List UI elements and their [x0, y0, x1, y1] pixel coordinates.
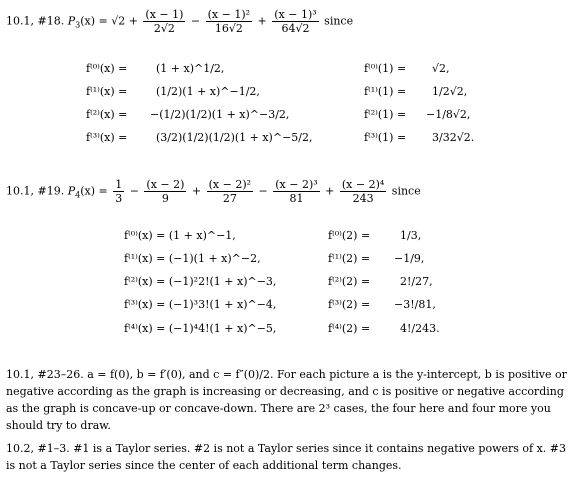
problem-19-label: 10.1, #19. — [6, 184, 65, 198]
problem-23-26-paragraph: 10.1, #23–26. a = f(0), b = f′(0), and c = f″(0)/2. For each picture a is the y-intercept, b is positive or negative according as the graph is increasing or decreasing, and c is positive or negative according as the graph is concave-up or concave-down. There are 2³ cases, the four here and four more you should try to draw. — [6, 368, 567, 432]
d18-rhs-3: (3/2)(1/2)(1/2)(1 + x)^−5/2, — [156, 131, 313, 144]
poly-arg: (x) = — [80, 184, 112, 198]
problem-19-header — [6, 178, 421, 205]
op-1: + — [191, 184, 202, 198]
term-1: $\frac{(x - 1)}{2√2}$ — [145, 8, 184, 35]
d19-rlhs-1: f⁽¹⁾(2) = — [328, 252, 371, 265]
since-word: since — [324, 14, 354, 28]
d19-rrhs-2: 2!/27, — [400, 275, 433, 288]
term-3: $\frac{\text{(x − 2)³}}{81}$ — [275, 178, 318, 205]
term-3: $\frac{\text{(x − 1)³}}{64√2}$ — [274, 8, 317, 35]
op-2: + — [257, 14, 267, 28]
term-2: $\frac{\text{(x − 2)²}}{27}$ — [208, 178, 252, 205]
op-1: − — [190, 14, 201, 28]
d19-rrhs-0: 1/3, — [400, 229, 422, 242]
d18-rlhs-1: f⁽¹⁾(1) = — [364, 85, 407, 98]
d19-lhs-4: f⁽⁴⁾(x) = (−1)⁴4!(1 + x)^−5, — [124, 322, 277, 335]
d18-rlhs-3: f⁽³⁾(1) = — [364, 131, 407, 144]
d19-rlhs-2: f⁽²⁾(2) = — [328, 275, 371, 288]
d18-rrhs-2: −1/8√2, — [426, 108, 471, 121]
op-0: − — [129, 184, 139, 198]
d18-rhs-2: −(1/2)(1/2)(1 + x)^−3/2, — [150, 108, 290, 121]
d18-rrhs-1: 1/2√2, — [432, 85, 468, 98]
d18-lhs-0: f⁽⁰⁾(x) = — [86, 62, 128, 75]
d18-rhs-1: (1/2)(1 + x)^−1/2, — [156, 85, 260, 98]
problem-18-header — [6, 8, 353, 35]
d18-rlhs-2: f⁽²⁾(1) = — [364, 108, 407, 121]
d19-rlhs-0: f⁽⁰⁾(2) = — [328, 229, 371, 242]
term-2: $\frac{\text{(x − 1)²}}{16√2}$ — [207, 8, 251, 35]
d19-rrhs-1: −1/9, — [394, 252, 425, 265]
expr-head: √2 + — [111, 14, 142, 28]
poly-arg: (x) = — [80, 14, 112, 28]
poly-sub: 3 — [75, 20, 81, 30]
d18-rlhs-0: f⁽⁰⁾(1) = — [364, 62, 407, 75]
d19-lhs-1: f⁽¹⁾(x) = (−1)(1 + x)^−2, — [124, 252, 261, 265]
d19-rlhs-4: f⁽⁴⁾(2) = — [328, 322, 371, 335]
d18-lhs-2: f⁽²⁾(x) = — [86, 108, 128, 121]
d18-lhs-3: f⁽³⁾(x) = — [86, 131, 128, 144]
d19-rlhs-3: f⁽³⁾(2) = — [328, 298, 371, 311]
problem-18-label: 10.1, #18. — [6, 14, 65, 28]
since-word: since — [391, 184, 421, 198]
term-4: $\frac{\text{(x − 2)⁴}}{243}$ — [341, 178, 385, 205]
d19-lhs-3: f⁽³⁾(x) = (−1)³3!(1 + x)^−4, — [124, 298, 277, 311]
term-0: $\frac{1}{3}$ — [115, 178, 123, 205]
d19-rrhs-3: −3!/81, — [394, 298, 436, 311]
d19-lhs-2: f⁽²⁾(x) = (−1)²2!(1 + x)^−3, — [124, 275, 277, 288]
d19-rrhs-4: 4!/243. — [400, 322, 440, 335]
d18-rrhs-0: √2, — [432, 62, 450, 75]
problem-10-2-paragraph: 10.2, #1–3. #1 is a Taylor series. #2 is not a Taylor series since it contains negative powers of x. #3 is not a Taylor series since the center of each additional term changes. — [6, 442, 567, 472]
op-2: − — [258, 184, 268, 198]
term-1: $\frac{(x - 2)}{9}$ — [146, 178, 185, 205]
d18-rrhs-3: 3/32√2. — [432, 131, 475, 144]
d18-lhs-1: f⁽¹⁾(x) = — [86, 85, 128, 98]
d18-rhs-0: (1 + x)^1/2, — [156, 62, 225, 75]
op-3: + — [325, 184, 335, 198]
poly-name: P — [67, 184, 76, 198]
poly-name: P — [67, 14, 76, 28]
d19-lhs-0: f⁽⁰⁾(x) = (1 + x)^−1, — [124, 229, 236, 242]
poly-sub: 4 — [75, 190, 81, 200]
